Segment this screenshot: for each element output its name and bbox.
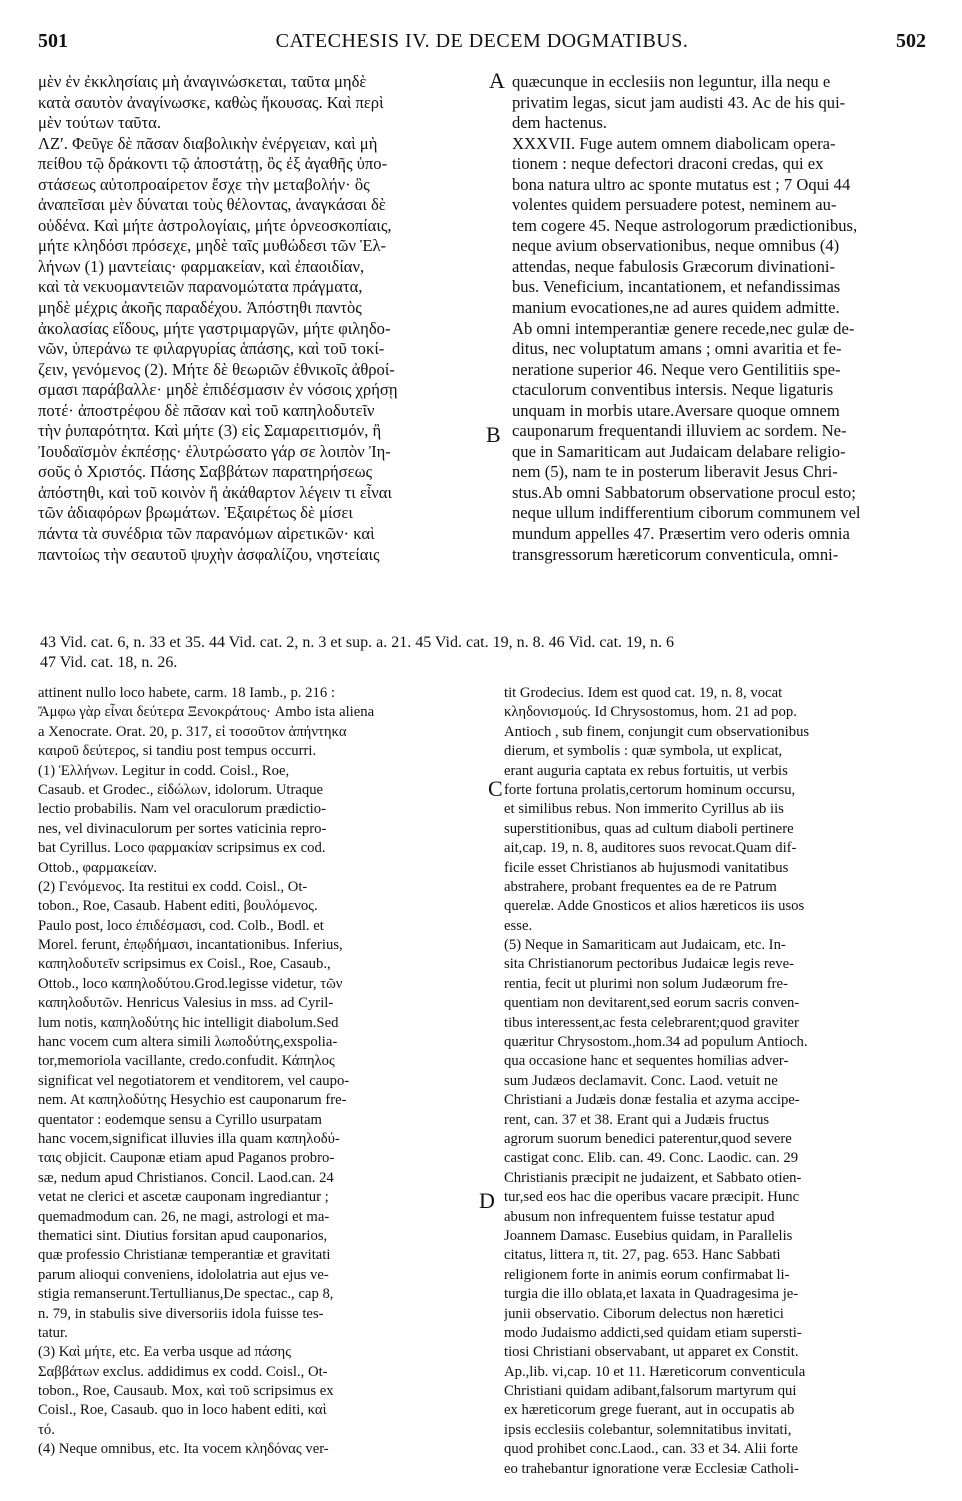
- text-line: tur,sed eos hac die operibus vacare præcipit. Hunc: [504, 1189, 800, 1206]
- text-line: tor,memoriola vacillante, credo.confudit. Κάπηλος: [38, 1053, 335, 1070]
- text-line: erant auguria captata ex rebus fortuitis, ut verbis: [504, 762, 788, 779]
- text-line: stus.Ab omni Sabbatorum observatione procul esto;: [512, 482, 856, 502]
- footnote-line: 47 Vid. cat. 18, n. 26.: [40, 654, 178, 671]
- text-line: οὐδένα. Καὶ μήτε ἀστρολογίαις, μήτε ὀρνεοσκοπίαις,: [38, 215, 392, 235]
- section-marker-b: B: [486, 422, 501, 447]
- latin-text-column: [512, 72, 932, 565]
- text-line: rent, can. 37 et 38. Erant qui a Judæis fructus: [504, 1111, 770, 1128]
- text-line: tibus interessent,ac festa celebrarent;quod graviter: [504, 1014, 799, 1031]
- text-line: lectio probabilis. Nam vel oraculorum prædictio-: [38, 801, 326, 818]
- text-line: nem (5), nam te in posterum liberavit Jesus Chri-: [512, 462, 838, 482]
- text-line: ditus, nec voluptatum amans ; omni avaritia et fe-: [512, 339, 842, 359]
- text-line: a Xenocrate. Orat. 20, p. 317, εἰ τοσοῦτον ἀπήντηκα: [38, 723, 347, 740]
- text-line: ἀναπεῖσαι μὲν δύναται τοὺς θέλοντας, ἀναγκάσαι δὲ: [38, 195, 386, 215]
- text-line: tobon., Roe, Causaub. Mox, καὶ τοῦ scripsimus ex: [38, 1383, 334, 1400]
- text-line: attendas, neque fabulosis Græcorum divinationi-: [512, 256, 836, 276]
- text-line: quemadmodum can. 26, ne magi, astrologi et ma-: [38, 1208, 330, 1225]
- text-line: quæ professio Christianæ temperantiæ et gravitati: [38, 1247, 331, 1264]
- text-line: thematici sint. Diutius forsitan apud cauponarios,: [38, 1227, 328, 1244]
- text-line: πάντα τὰ συνέδρια τῶν παρανόμων αἱρετικῶν· καὶ: [38, 524, 375, 544]
- text-line: Joannem Damasc. Eusebius quidam, in Parallelis: [504, 1227, 793, 1244]
- section-marker-a: A: [489, 68, 505, 93]
- text-line: μηδὲ μέχρις ἀκοῆς παραδέχου. Ἀπόστηθι παντὸς: [38, 298, 362, 318]
- text-line: ficile esset Christianos ab hujusmodi vanitatibus: [504, 859, 789, 876]
- text-line: parum alioqui conveniens, idololatria aut ejus ve-: [38, 1266, 329, 1283]
- text-line: (3) Καὶ μήτε, etc. Ea verba usque ad πάσης: [38, 1344, 292, 1361]
- text-line: (4) Neque omnibus, etc. Ita vocem κληδόνας ver-: [38, 1441, 329, 1458]
- text-line: stigia remanserunt.Tertullianus,De spectac., cap 8,: [38, 1286, 334, 1303]
- text-line: τῶν ἀδιαφόρων βρωμάτων. Ἐξαιρέτως δὲ μίσει: [38, 503, 353, 523]
- text-line: (2) Γενόμενος. Ita restitui ex codd. Coisl., Ot-: [38, 878, 308, 895]
- text-line: nes, vel divinaculorum per sortes vaticinia repro-: [38, 820, 327, 837]
- text-line: tatur.: [38, 1324, 68, 1341]
- notes-right-column: [504, 684, 928, 1479]
- text-line: τό.: [38, 1421, 55, 1438]
- text-line: eo trahebantur ignoratione veræ Ecclesiæ Catholi-: [504, 1460, 799, 1477]
- text-line: bus. Veneficium, incantationem, et nefandissimas: [512, 277, 841, 297]
- text-line: turgia die illo oblata,et laxata in Quadragesima je-: [504, 1286, 799, 1303]
- text-line: ἀκολασίας εἴδους, μήτε γαστριμαργῶν, μήτε φιληδο-: [38, 318, 391, 338]
- text-line: dierum, et symbolis : quæ symbola, ut explicat,: [504, 743, 783, 760]
- text-line: esse.: [504, 917, 533, 934]
- running-header: [38, 30, 926, 58]
- text-line: καὶ τὰ νεκυομαντειῶν παρανομώτατα πράγματα,: [38, 277, 363, 297]
- text-line: ipsis ecclesiis colebantur, solemnitatibus invitati,: [504, 1421, 792, 1438]
- text-line: forte fortuna prolatis,certorum hominum occursu,: [504, 781, 796, 798]
- text-line: στάσεως αὐτοπροαίρετον ἔσχε τὴν μεταβολήν· ὃς: [38, 174, 370, 194]
- text-line: privatim legas, sicut jam audisti 43. Ac de his qui-: [512, 92, 846, 112]
- text-line: lum notis, καπηλοδύτης hic intelligit diabolum.Sed: [38, 1014, 339, 1031]
- text-line: ἀπόστηθι, καὶ τοῦ κοινὸν ἢ ἀκάθαρτον λέγειν τι εἶναι: [38, 482, 392, 502]
- text-line: bat Cyrillus. Loco φαρμακίαν scripsimus ex cod.: [38, 840, 326, 857]
- section-marker-d: D: [479, 1188, 495, 1213]
- text-line: attinent nullo loco habete, carm. 18 Iamb., p. 216 :: [38, 685, 335, 701]
- text-line: volentes quidem persuadere potest, neminem au-: [512, 195, 837, 215]
- text-line: κληδονισμούς. Id Chrysostomus, hom. 21 ad pop.: [504, 704, 797, 721]
- text-line: ait,cap. 19, n. 8, auditores suos revocat.Quam dif-: [504, 840, 797, 857]
- text-line: ταις objicit. Cauponæ etiam apud Paganos probro-: [38, 1150, 335, 1167]
- text-line: παντοίως τὴν σεαυτοῦ ψυχὴν ἀσφαλίζου, νηστείαις: [38, 544, 380, 564]
- text-line: πείθου τῷ δράκοντι τῷ ἀποστάτῃ, ὃς ἐξ ἀγαθῆς ὑπο-: [38, 154, 388, 174]
- text-line: agrorum suorum benedici paterentur,quod severe: [504, 1130, 792, 1147]
- text-line: (5) Neque in Samariticam aut Judaicam, etc. In-: [504, 937, 786, 954]
- text-line: neque avium observationibus, neque omnibus (4): [512, 236, 840, 256]
- text-line: tiosi Christiani observabant, ut apparet ex Constit.: [504, 1344, 799, 1361]
- text-line: Σαββάτων exclus. addidimus ex codd. Coisl., Ot-: [38, 1363, 328, 1380]
- text-line: manium evocationes,ne ad aures quidem admitte.: [512, 298, 840, 318]
- text-line: Ἄμφω γὰρ εἶναι δεύτερα Ξενοκράτους· Ambo ista aliena: [38, 704, 375, 721]
- footnote-line: 43 Vid. cat. 6, n. 33 et 35. 44 Vid. cat. 2, n. 3 et sup. a. 21. 45 Vid. cat. 19, n. 8. 46 Vid. cat. 19, n. 6: [40, 634, 675, 651]
- text-line: quentiam non devitarent,sed eorum sacris conven-: [504, 995, 800, 1012]
- text-line: νῶν, ὑπεράνω τε φιλαργυρίας ἁπάσης, καὶ τοῦ τοκί-: [38, 339, 385, 359]
- text-line: ζειν, γενόμενος (2). Μήτε δὲ θεωριῶν ἐθνικοῖς ἀθροί-: [38, 359, 395, 379]
- text-line: λήνων (1) μαντείαις· φαρμακείαν, καὶ ἐπαοιδίαν,: [38, 256, 365, 276]
- text-line: Casaub. et Grodec., εἰδώλων, idolorum. Utraque: [38, 781, 324, 798]
- text-line: Christianis præcipit ne judaizent, et Sabbato otien-: [504, 1169, 802, 1186]
- text-line: qua occasione hanc et sequentes homilias adver-: [504, 1053, 789, 1070]
- text-line: μὲν τούτων ταῦτα.: [38, 113, 162, 133]
- text-line: quæritur Chrysostom.,hom.34 ad populum Antioch.: [504, 1034, 808, 1051]
- text-line: vetat ne clerici et ascetæ cauponam ingrediantur ;: [38, 1189, 329, 1206]
- text-line: hanc vocem,significat illuvies illa quam καπηλοδύ-: [38, 1130, 340, 1147]
- text-line: superstitionibus, quas ad cultum diaboli pertinere: [504, 820, 794, 837]
- text-line: nem. At καπηλοδύτης Hesychio est cauponarum fre-: [38, 1092, 347, 1109]
- text-line: junii observatio. Ciborum delectus non hæretici: [504, 1305, 784, 1322]
- text-line: τὴν ῥυπαρότητα. Καὶ μήτε (3) εἰς Σαμαρειτισμόν, ἢ: [38, 421, 382, 441]
- text-line: Coisl., Roe, Casaub. quo in loco habent editi, καὶ: [38, 1402, 327, 1419]
- section-marker-c: C: [488, 776, 503, 801]
- page-number-right: 502: [896, 30, 926, 52]
- text-line: Christiani quidam adibant,falsorum martyrum qui: [504, 1383, 797, 1400]
- text-line: et similibus rebus. Non immerito Cyrillus ab iis: [504, 801, 784, 818]
- text-line: modo Judaismo addicti,sed quidam etiam supersti-: [504, 1324, 802, 1341]
- text-line: cauponarum frequentandi illuviem ac sordem. Ne-: [512, 421, 847, 441]
- text-line: ctaculorum conventibus intersis. Neque ligaturis: [512, 380, 834, 400]
- page-number-left: 501: [38, 30, 68, 52]
- text-line: castigat conc. Elib. can. 49. Conc. Laodic. can. 29: [504, 1150, 799, 1167]
- text-line: XXXVII. Fuge autem omnem diabolicam opera-: [512, 133, 836, 153]
- text-line: κατὰ σαυτὸν ἀναγίνωσκε, καθὼς ἤκουσας. Καὶ περὶ: [38, 92, 384, 112]
- text-line: Ab omni intemperantiæ genere recede,nec gulæ de-: [512, 318, 855, 338]
- text-line: sæ, nedum apud Christianos. Concil. Laod.can. 24: [38, 1169, 334, 1186]
- text-line: Ottob., φαρμακείαν.: [38, 859, 158, 876]
- text-line: unquam in morbis utare.Aversare quoque omnem: [512, 400, 840, 420]
- text-line: abstrahere, probant frequentes ea de re Patrum: [504, 878, 777, 895]
- text-line: tit Grodecius. Idem est quod cat. 19, n. 8, vocat: [504, 685, 783, 701]
- text-line: Ap.,lib. vi,cap. 10 et 11. Hæreticorum conventicula: [504, 1363, 806, 1380]
- text-line: Ottob., loco καπηλοδύτου.Grod.legisse videtur, τῶν: [38, 975, 343, 992]
- text-line: (1) Ἑλλήνων. Legitur in codd. Coisl., Roe,: [38, 762, 290, 779]
- text-line: rentia, fecit ut plurimi non solum Judæorum fre-: [504, 975, 788, 992]
- text-line: Morel. ferunt, ἐπῳδήμασι, incantationibus. Inferius,: [38, 937, 343, 954]
- text-line: tionem : neque defectori draconi credas, qui ex: [512, 154, 824, 174]
- text-line: Antioch , sub finem, conjungit cum observationibus: [504, 723, 810, 740]
- text-line: religionem forte in animis eorum confirmabat li-: [504, 1266, 790, 1283]
- text-line: Paulo post, loco ἐπιδέσμασι, cod. Colb., Bodl. et: [38, 917, 324, 934]
- text-line: μήτε κληδόσι πρόσεχε, μηδὲ ταῖς μυθώδεσι τῶν Ἑλ-: [38, 236, 387, 256]
- text-line: que in Samariticam aut Judaicam delabare religio-: [512, 441, 846, 461]
- text-line: ποτέ· ἀποστρέφου δὲ πᾶσαν καὶ τοῦ καπηλοδυτεῖν: [38, 400, 375, 420]
- text-line: καπηλοδυτεῖν scripsimus ex Coisl., Roe, Casaub.,: [38, 956, 331, 973]
- text-line: Christiani a Judæis donæ festalia et azyma accipe-: [504, 1092, 800, 1109]
- text-line: sita Christianorum pectoribus Judaicæ legis reve-: [504, 956, 795, 973]
- text-line: sum Judæos declamavit. Conc. Laod. vetuit ne: [504, 1072, 778, 1089]
- text-line: mundum appelles 47. Præsertim vero oderis omnia: [512, 524, 850, 544]
- text-line: dem hactenus.: [512, 113, 607, 133]
- running-title: CATECHESIS IV. DE DECEM DOGMATIBUS.: [275, 30, 689, 52]
- text-line: σοῦς ὁ Χριστός. Πάσης Σαββάτων παρατηρήσεως: [38, 462, 373, 482]
- notes-left-column: [38, 684, 482, 1460]
- text-line: transgressorum hæreticorum conventicula, omni-: [512, 544, 839, 564]
- text-line: καιροῦ δεύτερος, si tandiu post tempus occurri.: [38, 743, 317, 760]
- text-line: σμασι παράβαλλε· μηδὲ ἐπιδέσμασιν ἐν νόσοις χρήσῃ: [38, 380, 398, 400]
- text-line: neratione superior 46. Neque vero Gentilitiis spe-: [512, 359, 841, 379]
- text-line: bona natura ultro ac sponte mutatus est ; 7 Oqui 44: [512, 174, 851, 194]
- text-line: quæcunque in ecclesiis non leguntur, illa nequ e: [512, 72, 831, 91]
- text-line: καπηλοδυτῶν. Henricus Valesius in mss. ad Cyril-: [38, 995, 334, 1012]
- text-line: abusum non infrequentem fuisse testatur apud: [504, 1208, 775, 1225]
- text-line: ΛΖʹ. Φεῦγε δὲ πᾶσαν διαβολικὴν ἐνέργειαν, καὶ μὴ: [38, 133, 378, 153]
- text-line: ex hæreticorum grege fuerant, aut in occupatis ab: [504, 1402, 795, 1419]
- text-line: significat vel negotiatorem et venditorem, vel caupo-: [38, 1072, 350, 1089]
- text-line: quod prohibet conc.Laod., can. 33 et 34. Alii forte: [504, 1441, 799, 1458]
- greek-text-column: [38, 72, 492, 565]
- text-line: tem cogere 45. Neque astrologorum prædictionibus,: [512, 215, 858, 235]
- text-line: citatus, littera π, tit. 27, pag. 653. Hanc Sabbati: [504, 1247, 781, 1264]
- text-line: Ἰουδαϊσμὸν ἐκπέσῃς· ἐλυτρώσατο γάρ σε λοιπὸν Ἰη-: [38, 441, 391, 461]
- text-line: μὲν ἐν ἐκκλησίαις μὴ ἀναγινώσκεται, ταῦτα μηδὲ: [38, 72, 367, 91]
- text-line: n. 79, in stabulis sive diversoriis idola fuisse tes-: [38, 1305, 324, 1322]
- text-line: hanc vocem cum altera simili λωποδύτης,exspolia-: [38, 1034, 338, 1051]
- text-line: quentator : eodemque sensu a Cyrillo usurpatam: [38, 1111, 322, 1128]
- text-line: tobon., Roe, Casaub. Habent editi, βουλόμενος.: [38, 898, 318, 915]
- text-line: querelæ. Adde Gnosticos et alios hæreticos iis usos: [504, 898, 805, 915]
- text-line: neque ullum indifferentium ciborum communem vel: [512, 503, 861, 523]
